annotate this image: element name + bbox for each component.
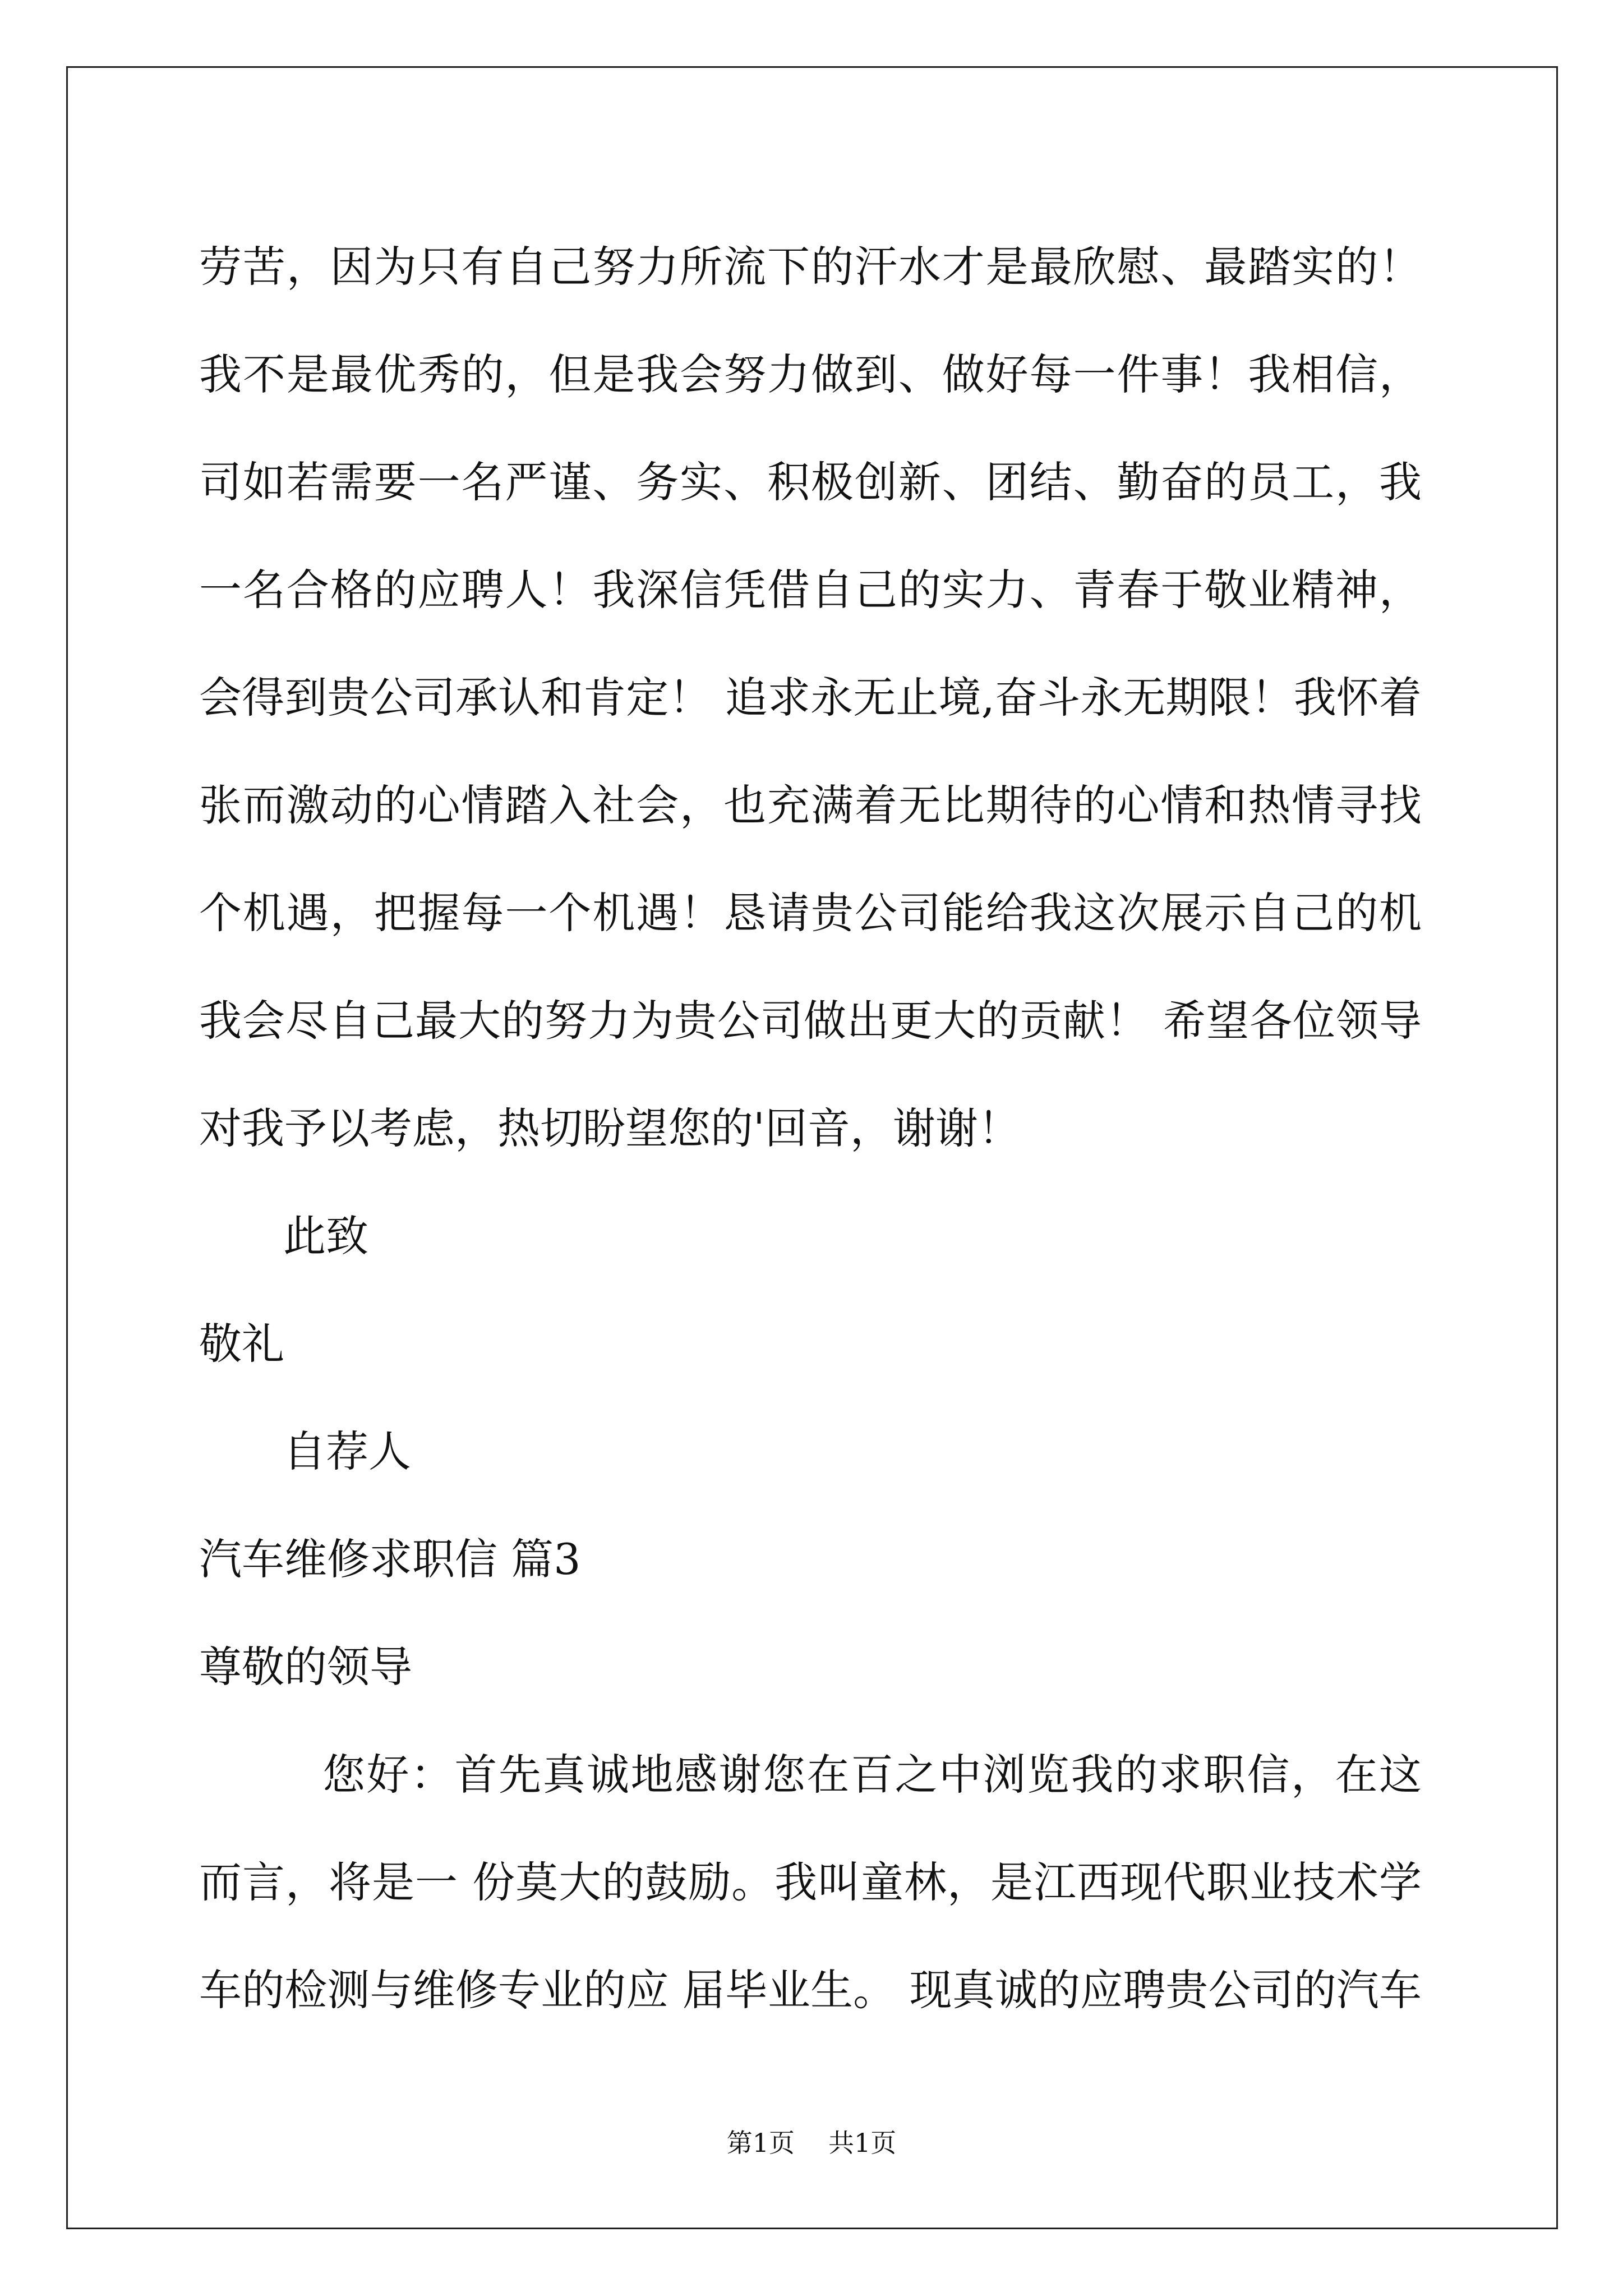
text-line: 我会尽自己最大的努力为贵公司做出更大的贡献！ 希望各位领导 <box>199 996 1422 1046</box>
letter-body <box>199 213 1422 2044</box>
text-line: 您好：首先真诚地感谢您在百之中浏览我的求职信，在这 <box>322 1750 1422 1800</box>
page-number: 第1页 <box>726 2128 795 2158</box>
text-line: 对我予以考虑，热切盼望您的'回音，谢谢！ <box>199 1103 1021 1153</box>
text-line: 张而激动的心情踏入社会，也充满着无比期待的心情和热情寻找 <box>199 780 1422 830</box>
page-footer <box>0 2126 1623 2160</box>
text-line: 我不是最优秀的，但是我会努力做到、做好每一件事！我相信， <box>199 349 1422 399</box>
text-line: 司如若需要一名严谨、务实、积极创新、团结、勤奋的员工，我 <box>199 457 1422 507</box>
text-line: 汽车维修求职信 篇3 <box>199 1534 581 1584</box>
text-line: 敬礼 <box>199 1319 284 1369</box>
text-line: 车的检测与维修专业的应 届毕业生。 现真诚的应聘贵公司的汽车 <box>199 1965 1422 2015</box>
text-line: 劳苦，因为只有自己努力所流下的汗水才是最欣慰、最踏实的！ <box>199 242 1422 292</box>
text-line: 而言，将是一 份莫大的鼓励。我叫童林，是江西现代职业技术学 <box>199 1857 1422 1907</box>
text-line: 会得到贵公司承认和肯定！ 追求永无止境,奋斗永无期限！我怀着 <box>199 673 1422 723</box>
text-line: 个机遇，把握每一个机遇！恳请贵公司能给我这次展示自己的机 <box>199 888 1422 938</box>
text-line: 自荐人 <box>283 1427 411 1476</box>
page-total: 共1页 <box>828 2128 897 2158</box>
text-line: 一名合格的应聘人！我深信凭借自己的实力、青春于敬业精神， <box>199 565 1422 615</box>
text-line: 此致 <box>283 1211 368 1261</box>
text-line: 尊敬的领导 <box>199 1642 412 1692</box>
